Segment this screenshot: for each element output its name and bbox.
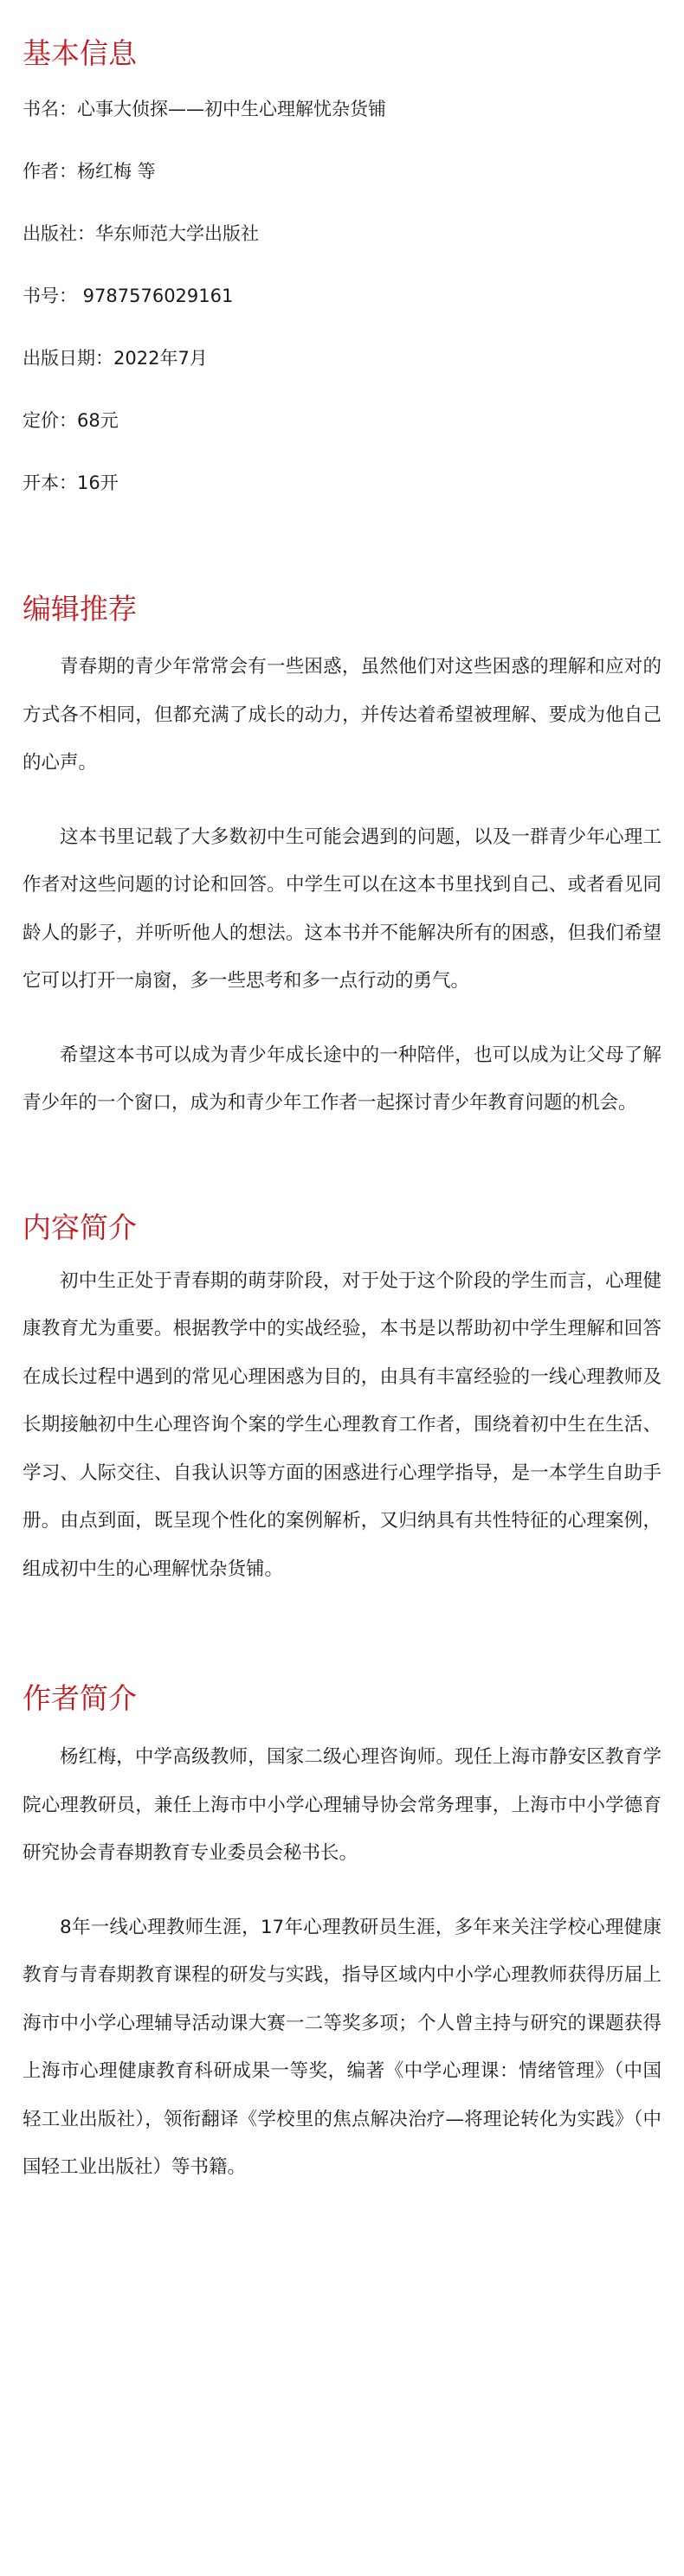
info-publish-date: 出版日期：2022年7月	[23, 348, 208, 369]
editor-recommendation-title: 编辑推荐	[23, 592, 137, 626]
info-format: 开本：16开	[23, 472, 119, 493]
author-intro-paragraph: 杨红梅，中学高级教师，国家二级心理咨询师。现任上海市静安区教育学院心理教研员，兼任上海市中小学心理辅导协会常务理事，上海市中小学德育研究协会青春期教育专业委员会秘书长。	[23, 1746, 661, 1864]
author-intro-paragraph: 8年一线心理教师生涯，17年心理教研员生涯，多年来关注学校心理健康教育与青春期教育课程的研发与实践，指导区域内中小学心理教师获得历届上海市中小学心理辅导活动课大赛一二等奖多项；个人曾主持与研究的课题获得上海市心理健康教育科研成果一等奖，编著《中学心理课：情绪管理》（中国轻工业出版社），领衔翻译《学校里的焦点解决治疗—将理论转化为实践》（中国轻工业出版社）等书籍。	[23, 1916, 661, 2178]
basic-info-title: 基本信息	[23, 36, 137, 70]
info-price: 定价：68元	[23, 410, 119, 431]
content-summary-title: 内容简介	[23, 1210, 137, 1244]
info-publisher: 出版社：华东师范大学出版社	[23, 223, 259, 244]
editor-recommendation-section	[23, 590, 661, 1127]
recommendation-paragraph: 希望这本书可以成为青少年成长途中的一种陪伴，也可以成为让父母了解青少年的一个窗口，成为和青少年工作者一起探讨青少年教育问题的机会。	[23, 1044, 661, 1114]
info-author: 作者：杨红梅 等	[23, 161, 156, 182]
basic-info-section	[23, 0, 661, 495]
content-summary-paragraph: 初中生正处于青春期的萌芽阶段，对于处于这个阶段的学生而言，心理健康教育尤为重要。根据教学中的实战经验，本书是以帮助初中学生理解和回答在成长过程中遇到的常见心理困惑为目的，由具有丰富经验的一线心理教师及长期接触初中生心理咨询个案的学生心理教育工作者，围绕着初中生在生活、学习、人际交往、自我认识等方面的困惑进行心理学指导，是一本学生自助手册。由点到面，既呈现个性化的案例解析，又归纳具有共性特征的心理案例，组成初中生的心理解忧杂货铺。	[23, 1269, 661, 1580]
content-summary-section	[23, 1209, 661, 1594]
recommendation-paragraph: 这本书里记载了大多数初中生可能会遇到的问题，以及一群青少年心理工作者对这些问题的讨论和回答。中学生可以在这本书里找到自己、或者看见同龄人的影子，并听听他人的想法。这本书并不能解决所有的困惑，但我们希望它可以打开一扇窗，多一些思考和多一点行动的勇气。	[23, 825, 661, 992]
info-isbn: 书号： 9787576029161	[23, 286, 234, 306]
recommendation-paragraph: 青春期的青少年常常会有一些困惑，虽然他们对这些困惑的理解和应对的方式各不相同，但都充满了成长的动力，并传达着希望被理解、要成为他自己的心声。	[23, 656, 661, 774]
info-book-title: 书名：心事大侦探——初中生心理解忧杂货铺	[23, 99, 386, 119]
author-intro-section	[23, 1680, 661, 2192]
author-intro-title: 作者简介	[23, 1681, 137, 1715]
